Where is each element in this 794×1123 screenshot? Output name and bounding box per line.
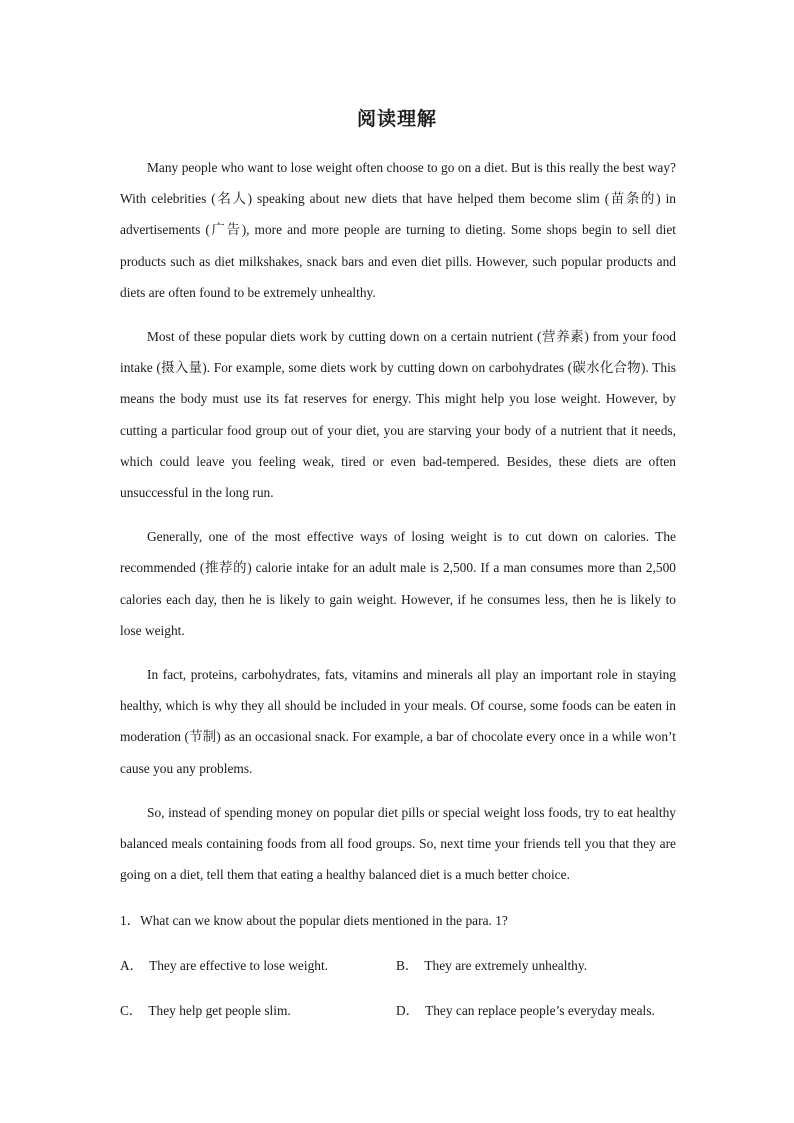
option-text: They help get people slim. <box>148 1003 291 1018</box>
paragraph-3: Generally, one of the most effective ways of losing weight is to cut down on calories. The recommended (推荐的) calorie intake for an adult male is 2,500. If a man consumes more than 2,500 calories each day, then he is likely to gain weight. However, if he consumes less, then he is likely to lose weight. <box>120 529 676 638</box>
option-letter: A． <box>120 958 144 973</box>
option-letter: C． <box>120 1003 143 1018</box>
paragraph-4: In fact, proteins, carbohydrates, fats, vitamins and minerals all play an important role in staying healthy, which is why they all should be included in your meals. Of course, some foods can be eaten in moderation (节制) as an occasional snack. For example, a bar of chocolate every once in a while won’t cause you any problems. <box>120 667 676 776</box>
option-text: They can replace people’s everyday meals. <box>425 1003 655 1018</box>
option-text: They are effective to lose weight. <box>149 958 329 973</box>
option-letter: D． <box>396 1003 420 1018</box>
question-text: What can we know about the popular diets mentioned in the para. 1? <box>140 913 508 928</box>
paragraph-1: Many people who want to lose weight often choose to go on a diet. But is this really the best way? With celebrities (名人) speaking about new diets that have helped them become slim (苗条的) in advertisements (广告), more and more people are turning to dieting. Some shops begin to sell diet products such as diet milkshakes, snack bars and even diet pills. However, such popular products and diets are often found to be extremely unhealthy. <box>120 160 676 300</box>
option-b <box>396 950 672 995</box>
option-letter: B． <box>396 958 419 973</box>
paragraph-5: So, instead of spending money on popular diet pills or special weight loss foods, try to eat healthy balanced meals containing foods from all food groups. So, next time your friends tell you that they are going on a diet, tell them that eating a healthy balanced diet is a much better choice. <box>120 804 676 883</box>
passage <box>120 152 676 903</box>
question-1 <box>120 905 676 936</box>
option-text: They are extremely unhealthy. <box>424 958 588 973</box>
options-row-2 <box>120 995 680 1040</box>
option-a <box>120 950 396 995</box>
paragraph-2: Most of these popular diets work by cutting down on a certain nutrient (营养素) from your food intake (摄入量). For example, some diets work by cutting down on carbohydrates (碳水化合物). This means the body must use its fat reserves for energy. This might help you lose weight. However, by cutting a particular food group out of your diet, you are starving your body of a nutrient that it needs, which could leave you feeling weak, tired or even bad-tempered. Besides, these diets are often unsuccessful in the long run. <box>120 329 676 501</box>
question-number: 1． <box>120 913 141 928</box>
answer-options <box>120 950 680 1040</box>
option-d <box>396 995 672 1040</box>
option-c <box>120 995 396 1040</box>
page-title: 阅读理解 <box>356 108 437 130</box>
options-row-1 <box>120 950 680 995</box>
